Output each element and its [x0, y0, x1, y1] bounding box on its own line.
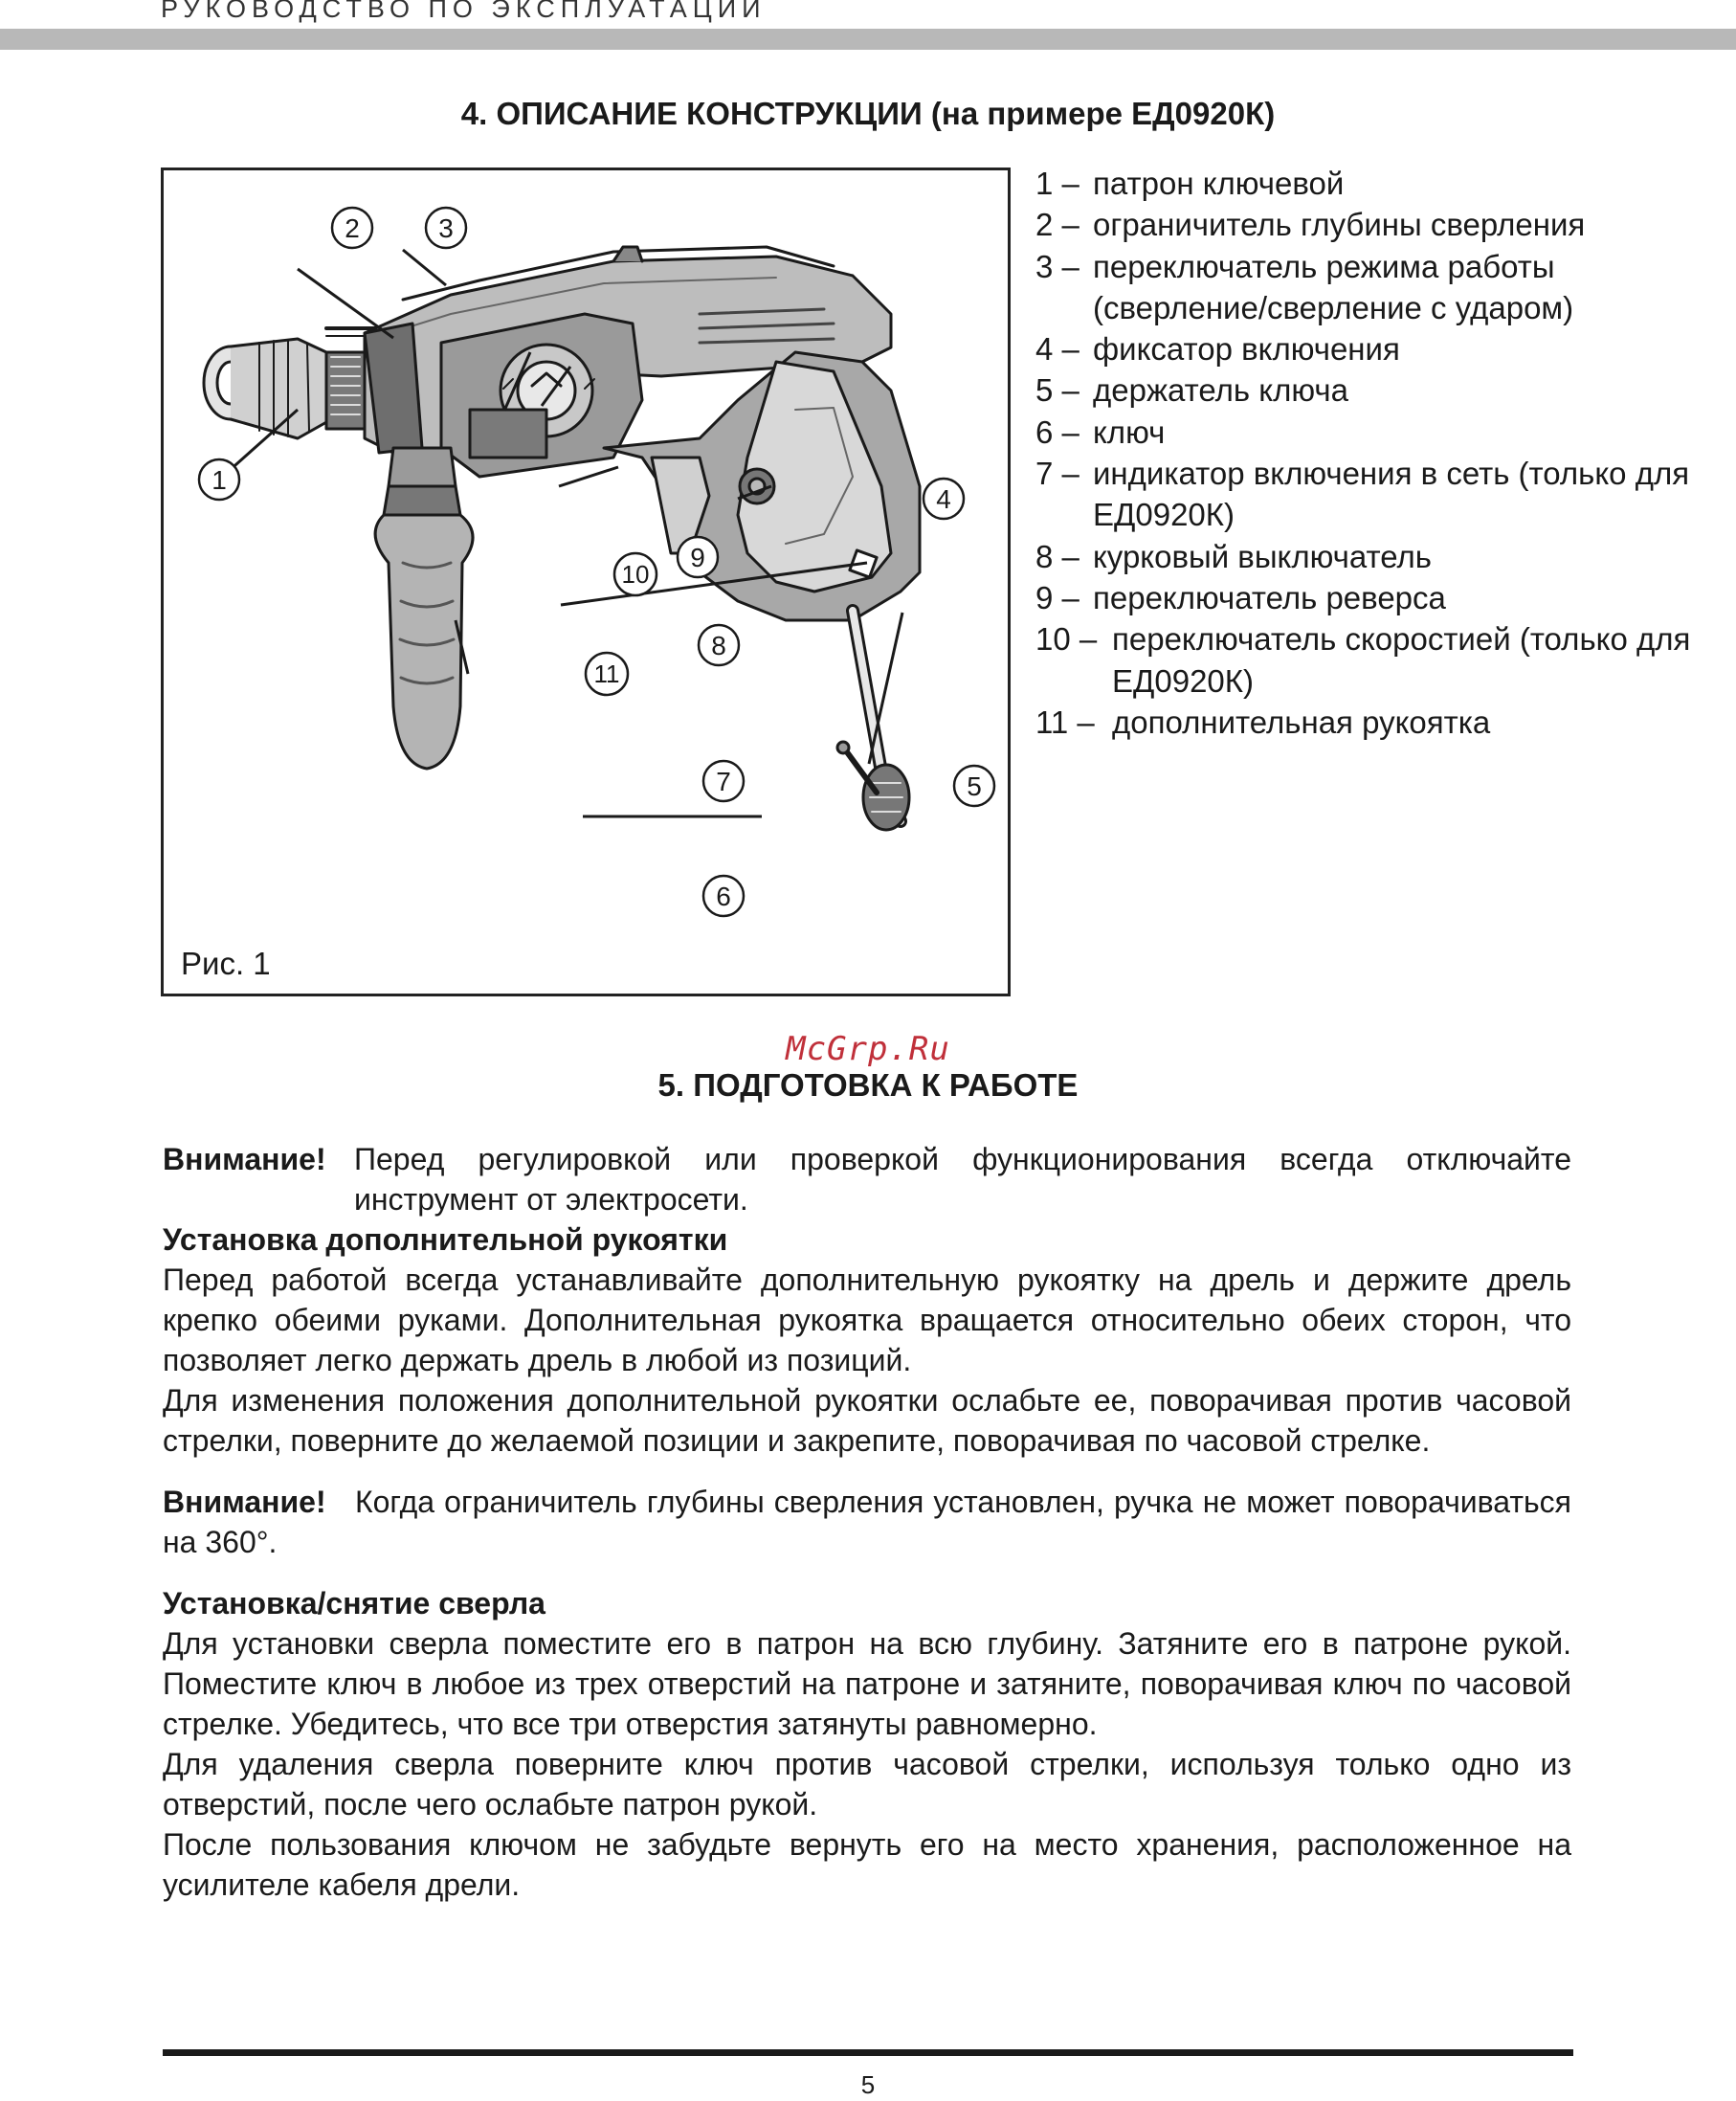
legend-item	[1035, 163, 1705, 204]
subheading-drill-bit: Установка/снятие сверла	[163, 1586, 545, 1620]
legend-number: 8 –	[1035, 538, 1079, 574]
callout-9	[678, 537, 718, 577]
legend-item	[1035, 536, 1705, 577]
drill-illustration	[164, 170, 1008, 994]
callout-3	[426, 208, 466, 248]
legend-text: индикатор включения в сеть (только для ЕД0920К)	[1093, 456, 1690, 533]
callout-label: 2	[345, 213, 360, 243]
legend-number: 3 –	[1035, 248, 1079, 284]
section-5-title: 5. ПОДГОТОВКА К РАБОТЕ	[657, 1067, 1079, 1103]
legend-number: 6 –	[1035, 413, 1079, 450]
warning-label: Внимание!	[163, 1485, 326, 1519]
callout-label: 5	[967, 771, 982, 801]
legend-number: 11 –	[1035, 704, 1095, 740]
paragraph: Для установки сверла поместите его в патрон на всю глубину. Затяните его в патроне рукой. Поместите ключ в любое из трех отверстий на патроне и затяните, поворачивая ключ по часовой стрелке. Убедитесь, что все три отверстия затянуты равномерно.	[163, 1626, 1571, 1741]
paragraph: Для удаления сверла поверните ключ против часовой стрелки, используя только одно из отверстий, после чего ослабьте патрон рукой.	[163, 1747, 1571, 1822]
legend-number: 7 –	[1035, 456, 1079, 492]
legend-text: ключ	[1093, 413, 1166, 450]
callout-10	[614, 553, 657, 595]
callout-2	[332, 208, 372, 248]
drill-cable	[837, 611, 909, 830]
legend-text: курковый выключатель	[1093, 538, 1432, 574]
callout-8	[699, 625, 739, 665]
footer-rule	[163, 2049, 1573, 2056]
warning-2	[163, 1482, 1571, 1562]
section-5-body	[163, 1139, 1571, 1905]
legend-number: 9 –	[1035, 579, 1079, 615]
legend-text: патрон ключевой	[1093, 166, 1345, 201]
callout-label: 3	[438, 213, 454, 243]
warning-label: Внимание!	[163, 1142, 326, 1176]
legend-item	[1035, 618, 1705, 702]
paragraph: После пользования ключом не забудьте вернуть его на место хранения, расположенное на усилителе кабеля дрели.	[163, 1827, 1571, 1902]
callout-1	[199, 459, 239, 500]
warning-text: Перед регулировкой или проверкой функционирования всегда отключайте инструмент от электросети.	[354, 1142, 1571, 1217]
legend-text: переключатель скоростией (только для ЕД0920К)	[1112, 621, 1691, 699]
callout-label: 10	[621, 560, 650, 589]
paragraph: Перед работой всегда устанавливайте дополнительную рукоятку на дрель и держите дрель крепко обеими руками. Дополнительная рукоятка вращается относительно обеих сторон, что позволяет легко держать дрель в любой из позиций.	[163, 1263, 1571, 1377]
page-number: 5	[860, 2070, 876, 2099]
callout-label: 7	[716, 767, 731, 796]
legend-number: 4 –	[1035, 331, 1079, 368]
legend-text: фиксатор включения	[1093, 331, 1400, 368]
callout-7	[703, 761, 744, 801]
callout-label: 1	[211, 465, 227, 495]
legend-item	[1035, 204, 1705, 245]
callout-4	[924, 479, 964, 519]
paragraph: Для изменения положения дополнительной рукоятки ослабьте ее, поворачивая против часовой стрелки, поверните до желаемой позиции и закрепите, поворачивая по часовой стрелке.	[163, 1383, 1571, 1458]
legend-item	[1035, 702, 1705, 743]
legend-text: переключатель реверса	[1093, 579, 1446, 615]
legend-number: 5 –	[1035, 372, 1079, 409]
legend-text: ограничитель глубины сверления	[1093, 207, 1586, 243]
callout-label: 11	[593, 659, 620, 688]
watermark: McGrp.Ru	[786, 1030, 950, 1068]
auxiliary-handle	[375, 448, 473, 769]
header-bar	[0, 29, 1736, 50]
callout-label: 9	[690, 543, 705, 572]
legend-item	[1035, 453, 1705, 536]
legend-item	[1035, 577, 1705, 618]
legend-number: 10 –	[1035, 621, 1098, 658]
callout-label: 8	[711, 631, 726, 660]
legend-number: 1 –	[1035, 166, 1079, 201]
parts-legend	[1035, 163, 1705, 743]
legend-number: 2 –	[1035, 207, 1079, 243]
subheading-aux-handle: Установка дополнительной рукоятки	[163, 1222, 728, 1257]
legend-text: дополнительная рукоятка	[1112, 704, 1491, 740]
warning-1	[163, 1139, 1571, 1219]
callout-label: 4	[936, 484, 951, 514]
legend-item	[1035, 328, 1705, 369]
figure-caption: Рис. 1	[181, 946, 271, 981]
figure-1	[161, 168, 1011, 996]
legend-item	[1035, 369, 1705, 411]
legend-text: переключатель режима работы (сверление/сверление с ударом)	[1093, 248, 1574, 325]
callout-11	[586, 653, 628, 695]
legend-text: держатель ключа	[1093, 372, 1348, 409]
callout-label: 6	[716, 882, 731, 911]
legend-item	[1035, 412, 1705, 453]
section-4-title: 4. ОПИСАНИЕ КОНСТРУКЦИИ (на примере ЕД0920К)	[460, 96, 1276, 131]
callout-6	[703, 876, 744, 916]
warning-text: Когда ограничитель глубины сверления установлен, ручка не может поворачиваться на 360°.	[163, 1485, 1572, 1559]
legend-item	[1035, 246, 1705, 329]
running-title: РУКОВОДСТВО ПО ЭКСПЛУАТАЦИИ	[161, 0, 767, 23]
callout-5	[954, 766, 994, 806]
